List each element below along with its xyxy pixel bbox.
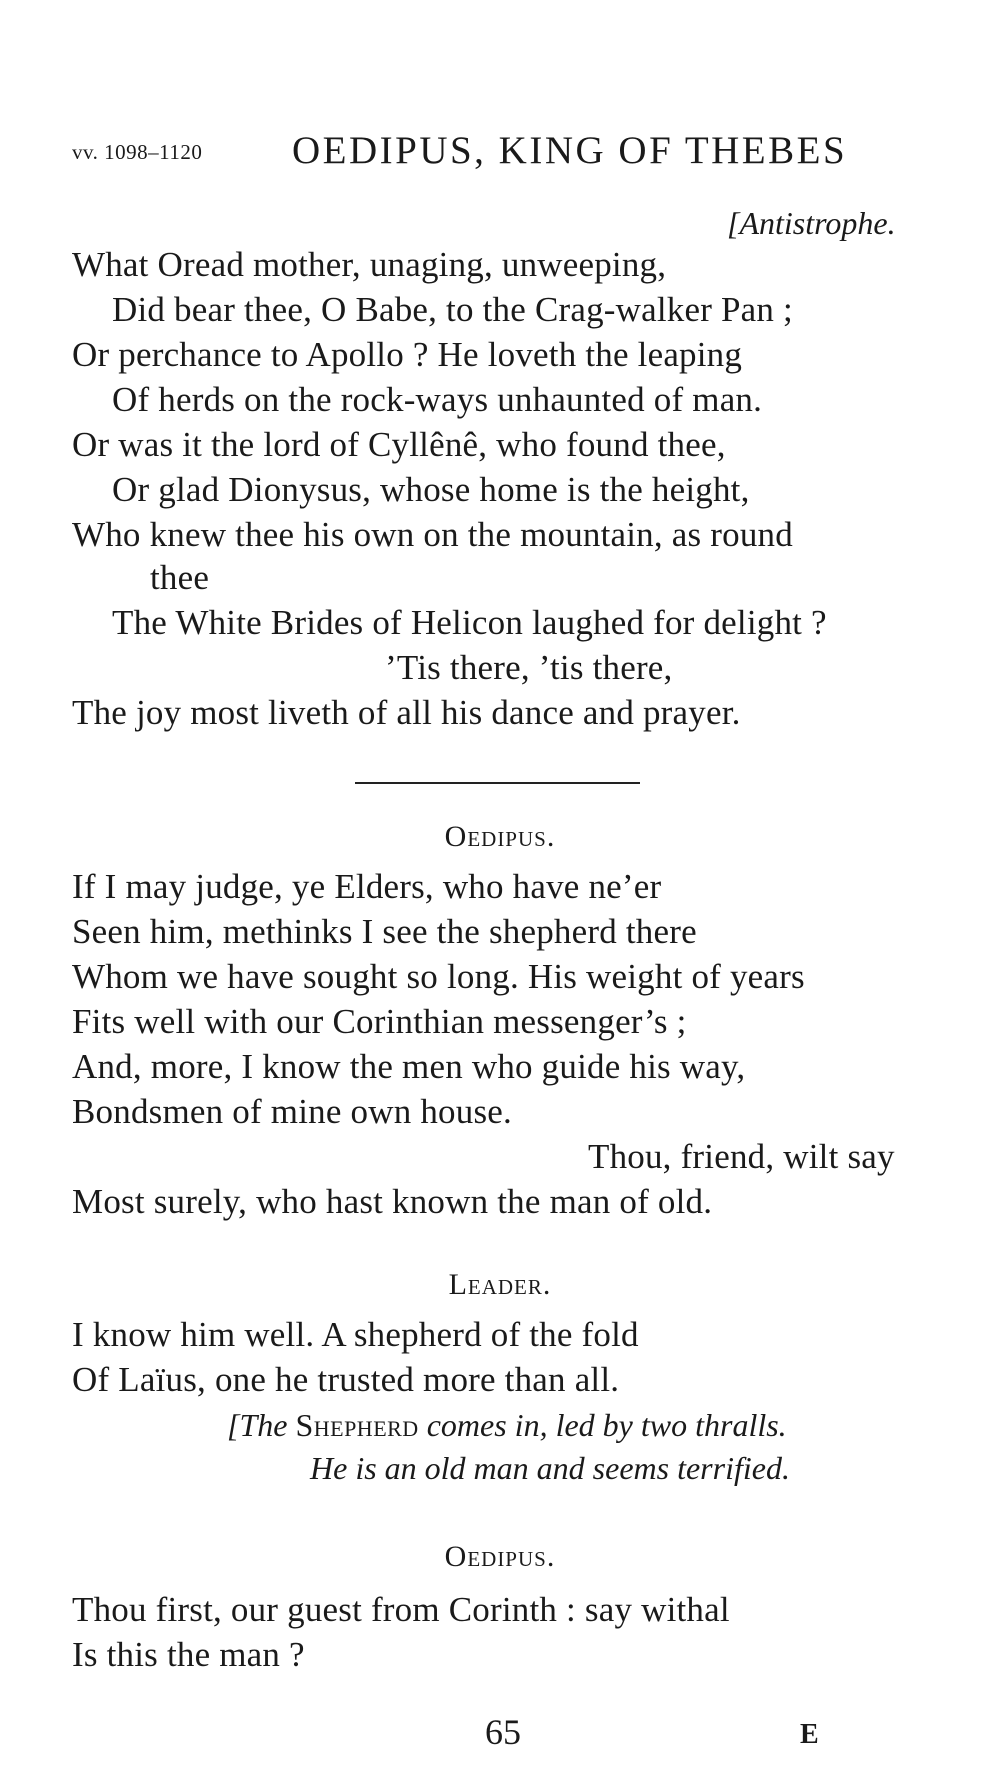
verse-line: And, more, I know the men who guide his way, (72, 1047, 746, 1086)
verse-line: Thou, friend, wilt say (588, 1137, 895, 1176)
page-number: 65 (485, 1712, 521, 1752)
verse-line: Of herds on the rock-ways unhaunted of man. (112, 380, 763, 419)
verse-line: Or was it the lord of Cyllênê, who found thee, (72, 425, 726, 464)
stage-character-name: Shepherd (295, 1407, 419, 1443)
verse-line: Thou first, our guest from Corinth : say withal (72, 1590, 730, 1629)
running-title: OEDIPUS, KING OF THEBES (292, 129, 848, 172)
verse-line: Or perchance to Apollo ? He loveth the leaping (72, 335, 743, 374)
verse-line: thee (150, 558, 210, 597)
verse-line: Bondsmen of mine own house. (72, 1092, 512, 1131)
speaker-heading: Oedipus. (444, 1540, 556, 1573)
verse-line: Or glad Dionysus, whose home is the height, (112, 470, 750, 509)
stage-direction (227, 1405, 787, 1445)
verse-line: Seen him, methinks I see the shepherd there (72, 912, 697, 951)
section-rule (355, 782, 640, 784)
verse-range: vv. 1098–1120 (72, 140, 203, 164)
verse-line: Of Laïus, one he trusted more than all. (72, 1360, 620, 1399)
verse-line: I know him well. A shepherd of the fold (72, 1315, 639, 1354)
verse-line: Did bear thee, O Babe, to the Crag-walker Pan ; (112, 290, 793, 329)
verse-line: What Oread mother, unaging, unweeping, (72, 245, 667, 284)
speaker-heading: Oedipus. (444, 820, 556, 853)
verse-line: ’Tis there, ’tis there, (385, 648, 673, 687)
speaker-heading: Leader. (448, 1268, 552, 1301)
verse-line: Most surely, who hast known the man of old. (72, 1182, 713, 1221)
stage-bracket: [ (227, 1407, 240, 1443)
antistrophe-label: [Antistrophe. (727, 205, 896, 241)
verse-line: The White Brides of Helicon laughed for delight ? (112, 603, 827, 642)
verse-line: Who knew thee his own on the mountain, as round (72, 515, 793, 554)
verse-line: Fits well with our Corinthian messenger’s ; (72, 1002, 687, 1041)
verse-line: Whom we have sought so long. His weight of years (72, 957, 805, 996)
verse-line: Is this the man ? (72, 1635, 305, 1674)
stage-the: The (239, 1407, 288, 1443)
verse-line: If I may judge, ye Elders, who have ne’er (72, 867, 662, 906)
signature-mark: E (800, 1719, 819, 1750)
stage-rest: comes in, led by two thralls. (426, 1407, 787, 1443)
verse-line: The joy most liveth of all his dance and prayer. (72, 693, 741, 732)
stage-direction-line2: He is an old man and seems terrified. (310, 1450, 790, 1486)
